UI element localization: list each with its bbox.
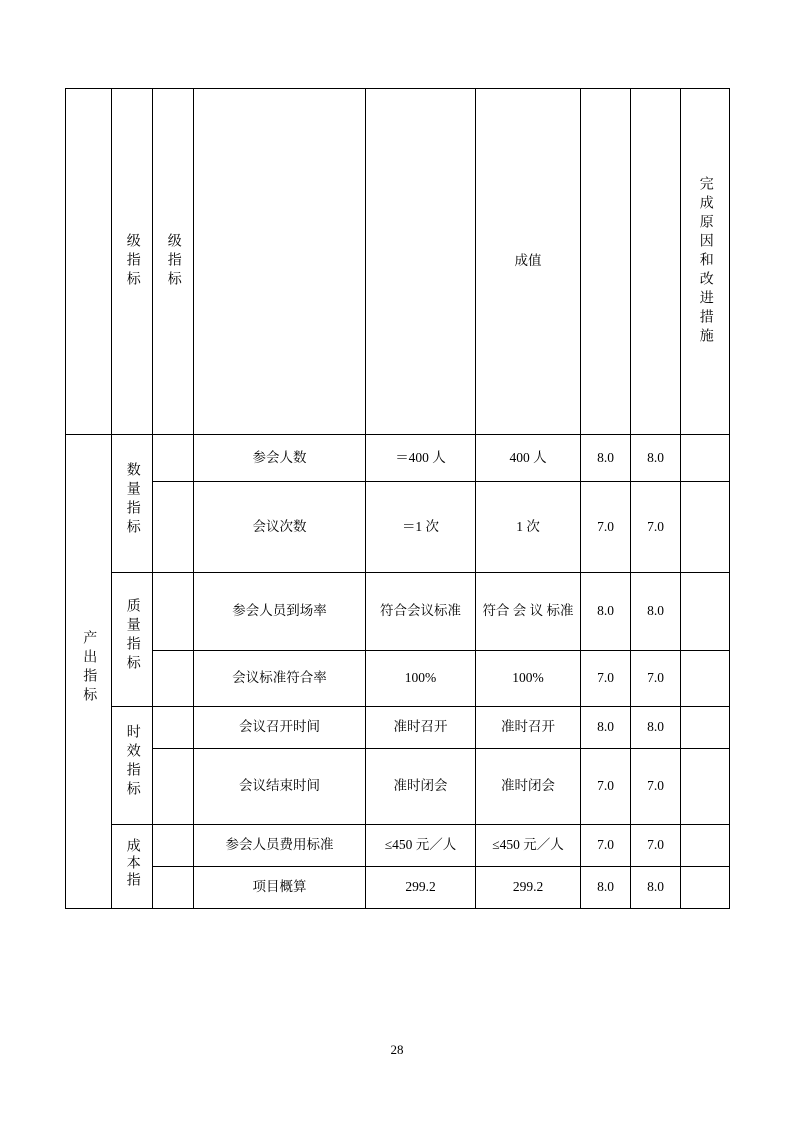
actual-value-cell: 400 人 xyxy=(476,435,581,482)
subcategory-cell-blank-5 xyxy=(153,707,194,749)
reason-cell xyxy=(681,749,730,825)
score-cell: 7.0 xyxy=(581,482,631,573)
result-cell: 7.0 xyxy=(631,749,681,825)
table-row xyxy=(66,651,730,707)
indicator-name-cell: 参会人数 xyxy=(194,435,366,482)
indicator-name-cell: 会议次数 xyxy=(194,482,366,573)
indicator-name-cell: 参会人员费用标准 xyxy=(194,825,366,867)
score-cell: 8.0 xyxy=(581,707,631,749)
actual-value-text: 符合 会 议 标准 xyxy=(482,603,574,619)
reason-cell xyxy=(681,573,730,651)
subcategory-cell-blank-7 xyxy=(153,825,194,867)
category-label-quantity: 数量指标 xyxy=(124,462,140,539)
indicator-name-cell: 会议标准符合率 xyxy=(194,651,366,707)
table-row xyxy=(66,435,730,482)
actual-value-cell: 准时召开 xyxy=(476,707,581,749)
header-cell-result xyxy=(631,89,681,435)
header-first-level-label: 级指标 xyxy=(124,232,140,290)
table-row xyxy=(66,749,730,825)
target-value-cell xyxy=(366,573,476,651)
subcategory-cell-blank-1 xyxy=(153,435,194,482)
header-cell-target-value xyxy=(366,89,476,435)
page-number: 28 xyxy=(390,1042,404,1057)
result-cell: 7.0 xyxy=(631,651,681,707)
category-cell-cost xyxy=(112,825,153,909)
header-cell-second-level xyxy=(153,89,194,435)
reason-cell xyxy=(681,867,730,909)
header-cell-reason xyxy=(681,89,730,435)
score-cell: 8.0 xyxy=(581,435,631,482)
indicator-name-cell: 会议结束时间 xyxy=(194,749,366,825)
header-actual-value-label: 成值 xyxy=(514,253,542,269)
table-row xyxy=(66,482,730,573)
category-cell-timeliness xyxy=(112,707,153,825)
result-cell: 7.0 xyxy=(631,482,681,573)
target-value-cell: 准时闭会 xyxy=(366,749,476,825)
reason-cell xyxy=(681,435,730,482)
score-cell: 7.0 xyxy=(581,749,631,825)
header-cell-first-level xyxy=(112,89,153,435)
reason-cell xyxy=(681,651,730,707)
target-value-cell: 299.2 xyxy=(366,867,476,909)
target-value-text: 符合会议标准 xyxy=(380,603,461,619)
score-cell: 8.0 xyxy=(581,573,631,651)
score-cell: 7.0 xyxy=(581,651,631,707)
category-label-timeliness: 时效指标 xyxy=(124,724,140,801)
result-cell: 8.0 xyxy=(631,435,681,482)
header-cell-indicator-name xyxy=(194,89,366,435)
header-cell-actual-value xyxy=(476,89,581,435)
actual-value-cell: 299.2 xyxy=(476,867,581,909)
actual-value-cell xyxy=(476,573,581,651)
performance-indicator-table xyxy=(65,88,730,909)
target-value-cell: ＝1 次 xyxy=(366,482,476,573)
target-value-cell: ≤450 元／人 xyxy=(366,825,476,867)
table-row xyxy=(66,825,730,867)
group-label-output: 产出指标 xyxy=(81,630,97,707)
target-value-cell: ＝400 人 xyxy=(366,435,476,482)
table-row xyxy=(66,573,730,651)
header-reason-label: 完成原因和改进措施 xyxy=(697,175,713,347)
subcategory-cell-blank-6 xyxy=(153,749,194,825)
subcategory-cell-blank-2 xyxy=(153,482,194,573)
target-value-cell: 100% xyxy=(366,651,476,707)
actual-value-cell: 1 次 xyxy=(476,482,581,573)
category-cell-quantity xyxy=(112,435,153,573)
reason-cell xyxy=(681,825,730,867)
target-value-cell: 准时召开 xyxy=(366,707,476,749)
subcategory-cell-blank-3 xyxy=(153,573,194,651)
row-group-output-indicator xyxy=(66,435,112,909)
result-cell: 8.0 xyxy=(631,867,681,909)
category-label-quality: 质量指标 xyxy=(124,598,140,675)
actual-value-cell: ≤450 元／人 xyxy=(476,825,581,867)
indicator-name-cell: 项目概算 xyxy=(194,867,366,909)
header-second-level-label: 级指标 xyxy=(165,232,181,290)
indicator-name-cell: 会议召开时间 xyxy=(194,707,366,749)
result-cell: 8.0 xyxy=(631,573,681,651)
table-header-row xyxy=(66,89,730,435)
result-cell: 8.0 xyxy=(631,707,681,749)
indicator-name-cell: 参会人员到场率 xyxy=(194,573,366,651)
reason-cell xyxy=(681,482,730,573)
header-cell-score xyxy=(581,89,631,435)
header-cell-blank-0 xyxy=(66,89,112,435)
category-label-cost: 成本指 xyxy=(124,837,140,889)
score-cell: 8.0 xyxy=(581,867,631,909)
actual-value-cell: 准时闭会 xyxy=(476,749,581,825)
table-row xyxy=(66,867,730,909)
subcategory-cell-blank-8 xyxy=(153,867,194,909)
reason-cell xyxy=(681,707,730,749)
subcategory-cell-blank-4 xyxy=(153,651,194,707)
category-cell-quality xyxy=(112,573,153,707)
table-row xyxy=(66,707,730,749)
performance-table-container xyxy=(65,88,729,909)
result-cell: 7.0 xyxy=(631,825,681,867)
score-cell: 7.0 xyxy=(581,825,631,867)
actual-value-cell: 100% xyxy=(476,651,581,707)
